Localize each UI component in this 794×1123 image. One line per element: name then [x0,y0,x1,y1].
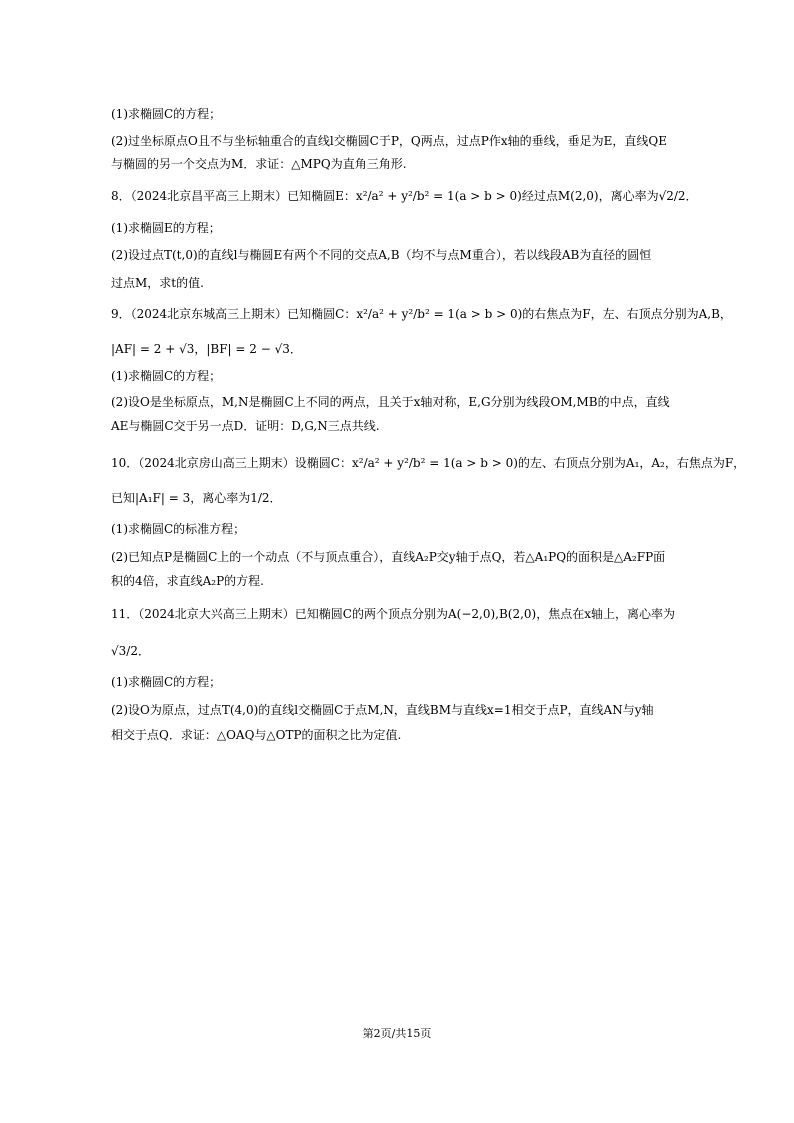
text-line: AE与椭圆C交于另一点D．证明：D,G,N三点共线. [111,419,380,433]
text-line: 与椭圆的另一个交点为M．求证：△MPQ为直角三角形. [111,157,407,171]
text-line: 10．（2024北京房山高三上期末）设椭圆C：x²/a² + y²/b² = 1(a > b > 0)的左、右顶点分别为A₁，A₂，右焦点为F， [111,456,746,470]
text-line: √3/2． [111,644,150,658]
text-line: (2)设O为原点，过点T(4,0)的直线l交椭圆C于点M,N，直线BM与直线x=1相交于点P，直线AN与y轴 [111,703,654,717]
text-line: 9．（2024北京东城高三上期末）已知椭圆C：x²/a² + y²/b² = 1(a > b > 0)的右焦点为F，左、右顶点分别为A,B， [111,307,732,321]
text-line: 8．（2024北京昌平高三上期末）已知椭圆E：x²/a² + y²/b² = 1(a > b > 0)经过点M(2,0)，离心率为√2/2． [111,189,698,203]
text-line: |AF| = 2 + √3，|BF| = 2 − √3． [111,342,302,356]
text-line: (1)求椭圆C的方程； [111,107,222,121]
text-line: (1)求椭圆E的方程； [111,221,221,235]
text-line: (2)过坐标原点O且不与坐标轴重合的直线l交椭圆C于P，Q两点，过点P作x轴的垂线，垂足为E，直线QE [111,134,667,148]
text-line: 积的4倍，求直线A₂P的方程. [111,574,265,588]
text-line: (2)已知点P是椭圆C上的一个动点（不与顶点重合），直线A₂P交y轴于点Q，若△A₁PQ的面积是△A₂FP面 [111,550,666,564]
text-line: 相交于点Q．求证：△OAQ与△OTP的面积之比为定值. [111,728,402,742]
text-line: 已知|A₁F| = 3，离心率为1/2． [111,491,282,505]
text-line: (1)求椭圆C的标准方程； [111,522,246,536]
text-line: 过点M，求t的值. [111,276,204,290]
text-line: (1)求椭圆C的方程； [111,369,222,383]
text-line: (2)设过点T(t,0)的直线l与椭圆E有两个不同的交点A,B（均不与点M重合），若以线段AB为直径的圆恒 [111,248,652,262]
text-line: (1)求椭圆C的方程； [111,675,222,689]
text-line: (2)设O是坐标原点，M,N是椭圆C上不同的两点，且关于x轴对称，E,G分别为线段OM,MB的中点，直线 [111,395,670,409]
text-line: 11．（2024北京大兴高三上期末）已知椭圆C的两个顶点分别为A(−2,0),B(2,0)，焦点在x轴上，离心率为 [111,607,676,621]
page-number-footer: 第2页/共15页 [362,1027,432,1040]
